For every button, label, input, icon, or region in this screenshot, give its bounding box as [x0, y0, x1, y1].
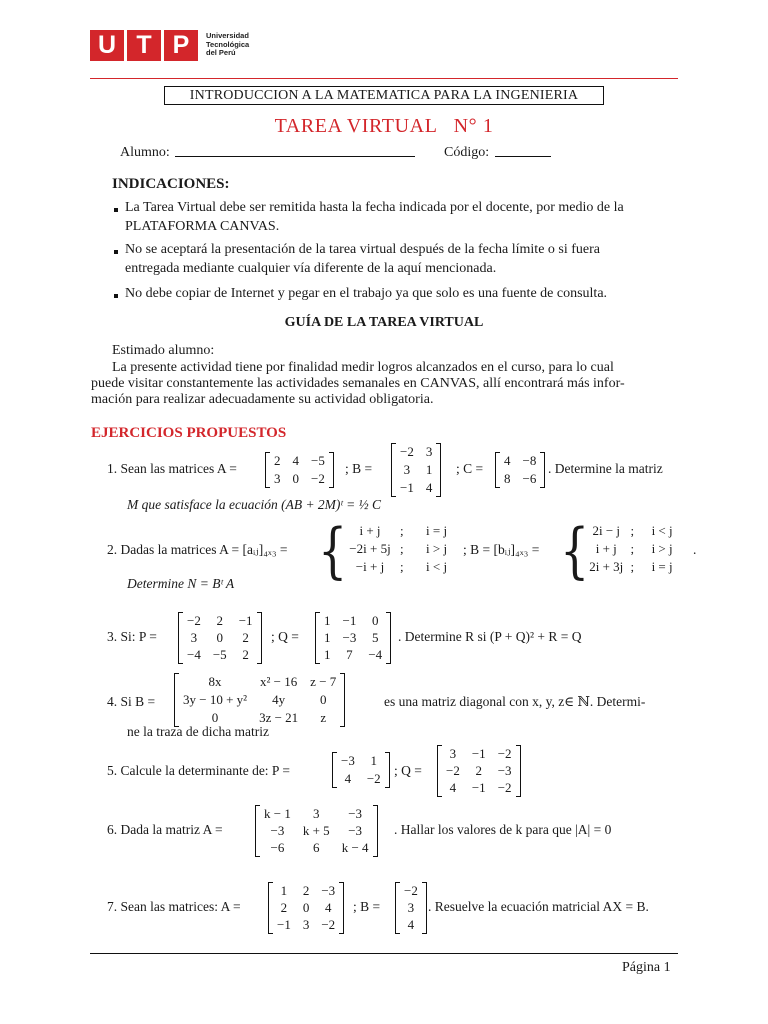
- matrix-cell: 4: [504, 453, 511, 468]
- case-cell: ;: [630, 541, 635, 556]
- matrix-cell: −2: [366, 771, 381, 786]
- case-cell: i = j: [651, 559, 673, 574]
- matrix-a1: [265, 452, 334, 488]
- matrix-cell: −2: [497, 780, 512, 796]
- matrix-cell: 2: [216, 612, 224, 628]
- matrix-cell: 8x: [208, 674, 222, 689]
- matrix-cell: −1: [400, 480, 414, 495]
- matrix-cell: −2: [497, 745, 512, 761]
- matrix-cell: −2: [404, 882, 418, 898]
- matrix-cell: 6: [313, 840, 320, 856]
- alumno-field[interactable]: [175, 156, 415, 157]
- ex5-q-label: ; Q =: [394, 763, 422, 778]
- matrix-cell: 5: [372, 629, 379, 645]
- matrix-cell: −5: [311, 453, 325, 468]
- matrix-cell: 7: [346, 647, 353, 663]
- matrix-cells: [500, 452, 540, 488]
- page-number: Página 1: [622, 960, 671, 975]
- matrix-cells: [260, 805, 373, 857]
- matrix-cell: 1: [425, 462, 433, 477]
- matrix-a7: [268, 882, 344, 934]
- matrix-cell: 4: [449, 780, 457, 796]
- matrix-cell: −1: [342, 612, 357, 628]
- matrix-cell: 3: [313, 805, 320, 821]
- ex2-prefix: 2. Dadas la matrices A = [aᵢⱼ]₄ₓ₃ =: [107, 542, 288, 557]
- ex2-b-brace: {: [560, 514, 590, 586]
- ex6-prefix: 6. Dada la matriz A =: [107, 822, 223, 837]
- matrix-cell: −2: [187, 612, 201, 628]
- indicacion-2-line-2: entregada mediante cualquier vía diferente de la aquí mencionada.: [125, 261, 497, 276]
- indicacion-1-line-1: La Tarea Virtual debe ser remitida hasta la fecha indicada por el docente, por medio de la: [125, 200, 624, 215]
- matrix-bracket-right: [516, 745, 521, 797]
- matrix-cell: −2: [400, 444, 414, 459]
- ex5-prefix: 5. Calcule la determinante de: P =: [107, 763, 290, 778]
- matrix-cell: −3: [342, 629, 357, 645]
- matrix-q5: [437, 745, 521, 797]
- logo-letter-p: P: [164, 30, 198, 61]
- matrix-cells: [442, 745, 516, 797]
- bullet-3: [114, 294, 118, 298]
- matrix-cell: 2: [242, 647, 249, 663]
- matrix-cells: [183, 612, 257, 664]
- guia-line-3: mación para realizar adecuadamente su actividad obligatoria.: [91, 392, 434, 407]
- matrix-cell: 0: [372, 612, 379, 628]
- matrix-cell: 4: [407, 917, 415, 933]
- ex2-suffix: .: [693, 542, 697, 557]
- matrix-cells: [270, 452, 329, 488]
- matrix-bracket-right: [540, 452, 545, 488]
- ex1-line-2: M que satisface la ecuación (AB + 2M)ᵗ = ½ C: [127, 497, 382, 512]
- case-row: [340, 522, 480, 540]
- matrix-cell: −3: [348, 822, 363, 838]
- matrix-cell: z: [320, 710, 327, 725]
- ex4-suffix: es una matriz diagonal con x, y, z∈ ℕ. Determi-: [384, 694, 646, 709]
- ex3-q-label: ; Q =: [271, 629, 299, 644]
- matrix-cell: −2: [321, 917, 336, 933]
- matrix-cell: −8: [522, 453, 537, 468]
- matrix-cell: 1: [324, 629, 331, 645]
- ex4-line-2: ne la traza de dicha matriz: [127, 724, 270, 739]
- case-cell: i + j: [359, 523, 381, 538]
- matrix-cell: z − 7: [310, 674, 337, 689]
- matrix-cell: 3: [449, 745, 457, 761]
- matrix-bracket-right: [436, 443, 441, 497]
- matrix-cell: 2: [280, 899, 288, 915]
- ex1-b-label: ; B =: [345, 461, 373, 476]
- ex4-prefix: 4. Si B =: [107, 694, 156, 709]
- matrix-cell: −2: [311, 471, 325, 486]
- matrix-cell: 4y: [272, 692, 286, 707]
- case-cell: ;: [400, 523, 404, 538]
- ex2-a-brace: {: [318, 514, 348, 586]
- case-row: [582, 540, 692, 558]
- matrix-cell: −4: [368, 647, 383, 663]
- matrix-cell: −3: [270, 822, 285, 838]
- matrix-p5: [332, 752, 390, 788]
- matrix-p3: [178, 612, 262, 664]
- matrix-cell: −6: [270, 840, 285, 856]
- matrix-cell: −3: [321, 882, 336, 898]
- matrix-cell: 1: [280, 882, 288, 898]
- matrix-cell: 0: [216, 629, 224, 645]
- ejercicios-heading: EJERCICIOS PROPUESTOS: [91, 425, 287, 441]
- case-cell: i + j: [595, 541, 617, 556]
- matrix-cell: 3: [403, 462, 411, 477]
- guia-line-1: La presente actividad tiene por finalidad medir logros alcanzados en el curso, para lo cual: [112, 360, 614, 375]
- case-cell: 2i − j: [592, 523, 621, 538]
- ex3-prefix: 3. Si: P =: [107, 629, 157, 644]
- codigo-label: Código:: [444, 145, 490, 160]
- logo-letter-t: T: [127, 30, 161, 61]
- matrix-cell: 1: [324, 612, 331, 628]
- logo-subtitle: Universidad Tecnológica del Perú: [206, 31, 250, 58]
- matrix-cell: −6: [522, 471, 537, 486]
- case-row: [582, 522, 692, 540]
- matrix-cell: 1: [370, 753, 378, 768]
- indicacion-2-line-1: No se aceptará la presentación de la tarea virtual después de la fecha límite o si fuera: [125, 242, 600, 257]
- matrix-bracket-right: [257, 612, 262, 664]
- case-row: [340, 558, 480, 576]
- ex7-b-label: ; B =: [353, 899, 381, 914]
- matrix-bracket-right: [339, 882, 344, 934]
- matrix-cell: 0: [302, 899, 310, 915]
- ex7-prefix: 7. Sean las matrices: A =: [107, 899, 241, 914]
- case-cell: i = j: [426, 523, 448, 538]
- case-cell: ;: [630, 523, 635, 538]
- matrix-cell: x² − 16: [260, 674, 298, 689]
- matrix-cell: 3z − 21: [259, 710, 299, 725]
- matrix-bracket-right: [340, 673, 345, 727]
- case-cell: i < j: [426, 559, 448, 574]
- matrix-cell: −1: [471, 745, 486, 761]
- matrix-cell: −3: [348, 805, 363, 821]
- matrix-cell: 2: [302, 882, 310, 898]
- matrix-q3: [315, 612, 391, 664]
- header-divider: [90, 78, 678, 79]
- ex1-prefix: 1. Sean las matrices A =: [107, 461, 237, 476]
- guia-greeting: Estimado alumno:: [112, 343, 215, 358]
- case-cell: ;: [400, 541, 404, 556]
- matrix-cell: 4: [425, 480, 433, 495]
- matrix-cell: 4: [292, 453, 299, 468]
- matrix-a6: [255, 805, 378, 857]
- case-row: [340, 540, 480, 558]
- matrix-cell: 3: [425, 444, 433, 459]
- indicacion-1-line-2: PLATAFORMA CANVAS.: [125, 219, 280, 234]
- matrix-cell: 0: [319, 692, 327, 707]
- case-cell: i < j: [651, 523, 673, 538]
- matrix-bracket-right: [386, 612, 391, 664]
- matrix-bracket-right: [373, 805, 378, 857]
- matrix-b1: [391, 443, 441, 497]
- matrix-b4: [174, 673, 345, 727]
- matrix-cell: k + 5: [302, 822, 330, 838]
- bullet-2: [114, 250, 118, 254]
- matrix-cell: k − 1: [264, 805, 291, 821]
- matrix-bracket-right: [422, 882, 427, 934]
- case-cell: ;: [400, 559, 404, 574]
- matrix-cell: 4: [325, 899, 332, 915]
- guia-line-2: puede visitar constantemente las actividades semanales en CANVAS, allí encontrará más infor-: [91, 376, 625, 391]
- matrix-cell: −5: [212, 647, 227, 663]
- matrix-cell: −1: [471, 780, 486, 796]
- matrix-bracket-right: [385, 752, 390, 788]
- matrix-cell: 0: [211, 710, 219, 725]
- matrix-cell: −3: [497, 762, 512, 778]
- matrix-c1: [495, 452, 545, 488]
- case-cell: 2i + 3j: [589, 559, 624, 574]
- ex1-c-label: ; C =: [456, 461, 484, 476]
- logo-letter-u: U: [90, 30, 124, 61]
- matrix-bracket-right: [329, 452, 334, 488]
- matrix-cell: 3: [407, 899, 415, 915]
- matrix-cell: −4: [187, 647, 201, 663]
- case-row: [582, 558, 692, 576]
- case-cell: i > j: [651, 541, 673, 556]
- matrix-cell: −1: [277, 917, 291, 933]
- ex3-suffix: . Determine R si (P + Q)² + R = Q: [398, 629, 582, 644]
- matrix-cell: 1: [324, 647, 331, 663]
- case-cell: −i + j: [355, 559, 385, 574]
- utp-logo: [90, 28, 249, 62]
- matrix-cell: 4: [344, 771, 352, 786]
- matrix-cell: −1: [238, 612, 253, 628]
- case-cell: −2i + 5j: [349, 541, 391, 556]
- matrix-cell: 3y − 10 + y²: [183, 692, 248, 707]
- matrix-cell: 3: [302, 917, 310, 933]
- matrix-cells: [179, 673, 340, 727]
- matrix-cells: [320, 612, 386, 664]
- ex2-b-label: ; B = [bᵢⱼ]₄ₓ₃ =: [463, 542, 540, 557]
- course-title: INTRODUCCION A LA MATEMATICA PARA LA INGENIERIA: [164, 86, 604, 105]
- matrix-cells: [273, 882, 339, 934]
- ex2-b-cases: [582, 522, 692, 576]
- matrix-cells: [400, 882, 422, 934]
- ex1-suffix: . Determine la matriz: [548, 461, 663, 476]
- matrix-cell: 8: [504, 471, 511, 486]
- matrix-cell: 0: [292, 471, 299, 486]
- codigo-field[interactable]: [495, 156, 551, 157]
- matrix-cell: k − 4: [341, 840, 369, 856]
- matrix-cell: 3: [190, 629, 198, 645]
- matrix-cell: 2: [475, 762, 483, 778]
- ex7-suffix: . Resuelve la ecuación matricial AX = B.: [428, 899, 649, 914]
- bullet-1: [114, 208, 118, 212]
- alumno-label: Alumno:: [120, 145, 170, 160]
- matrix-cell: 2: [242, 629, 249, 645]
- ex2-a-cases: [340, 522, 480, 576]
- matrix-cell: −2: [446, 762, 460, 778]
- indicacion-3-line-1: No debe copiar de Internet y pegar en el trabajo ya que solo es una fuente de consulta.: [125, 286, 608, 301]
- guia-heading: GUÍA DE LA TAREA VIRTUAL: [284, 315, 484, 330]
- matrix-cell: −3: [341, 753, 355, 768]
- page-title: TAREA VIRTUAL N° 1: [274, 115, 494, 137]
- matrix-cells: [337, 752, 385, 788]
- ex6-suffix: . Hallar los valores de k para que |A| = 0: [394, 822, 612, 837]
- matrix-b7: [395, 882, 427, 934]
- case-cell: ;: [630, 559, 635, 574]
- case-cell: i > j: [426, 541, 448, 556]
- matrix-cell: 2: [274, 453, 281, 468]
- matrix-cells: [396, 443, 436, 497]
- ex2-line-2: Determine N = Bᵗ A: [127, 576, 235, 591]
- indicaciones-heading: INDICACIONES:: [112, 176, 230, 192]
- matrix-cell: 3: [274, 471, 281, 486]
- footer-divider: [90, 953, 678, 954]
